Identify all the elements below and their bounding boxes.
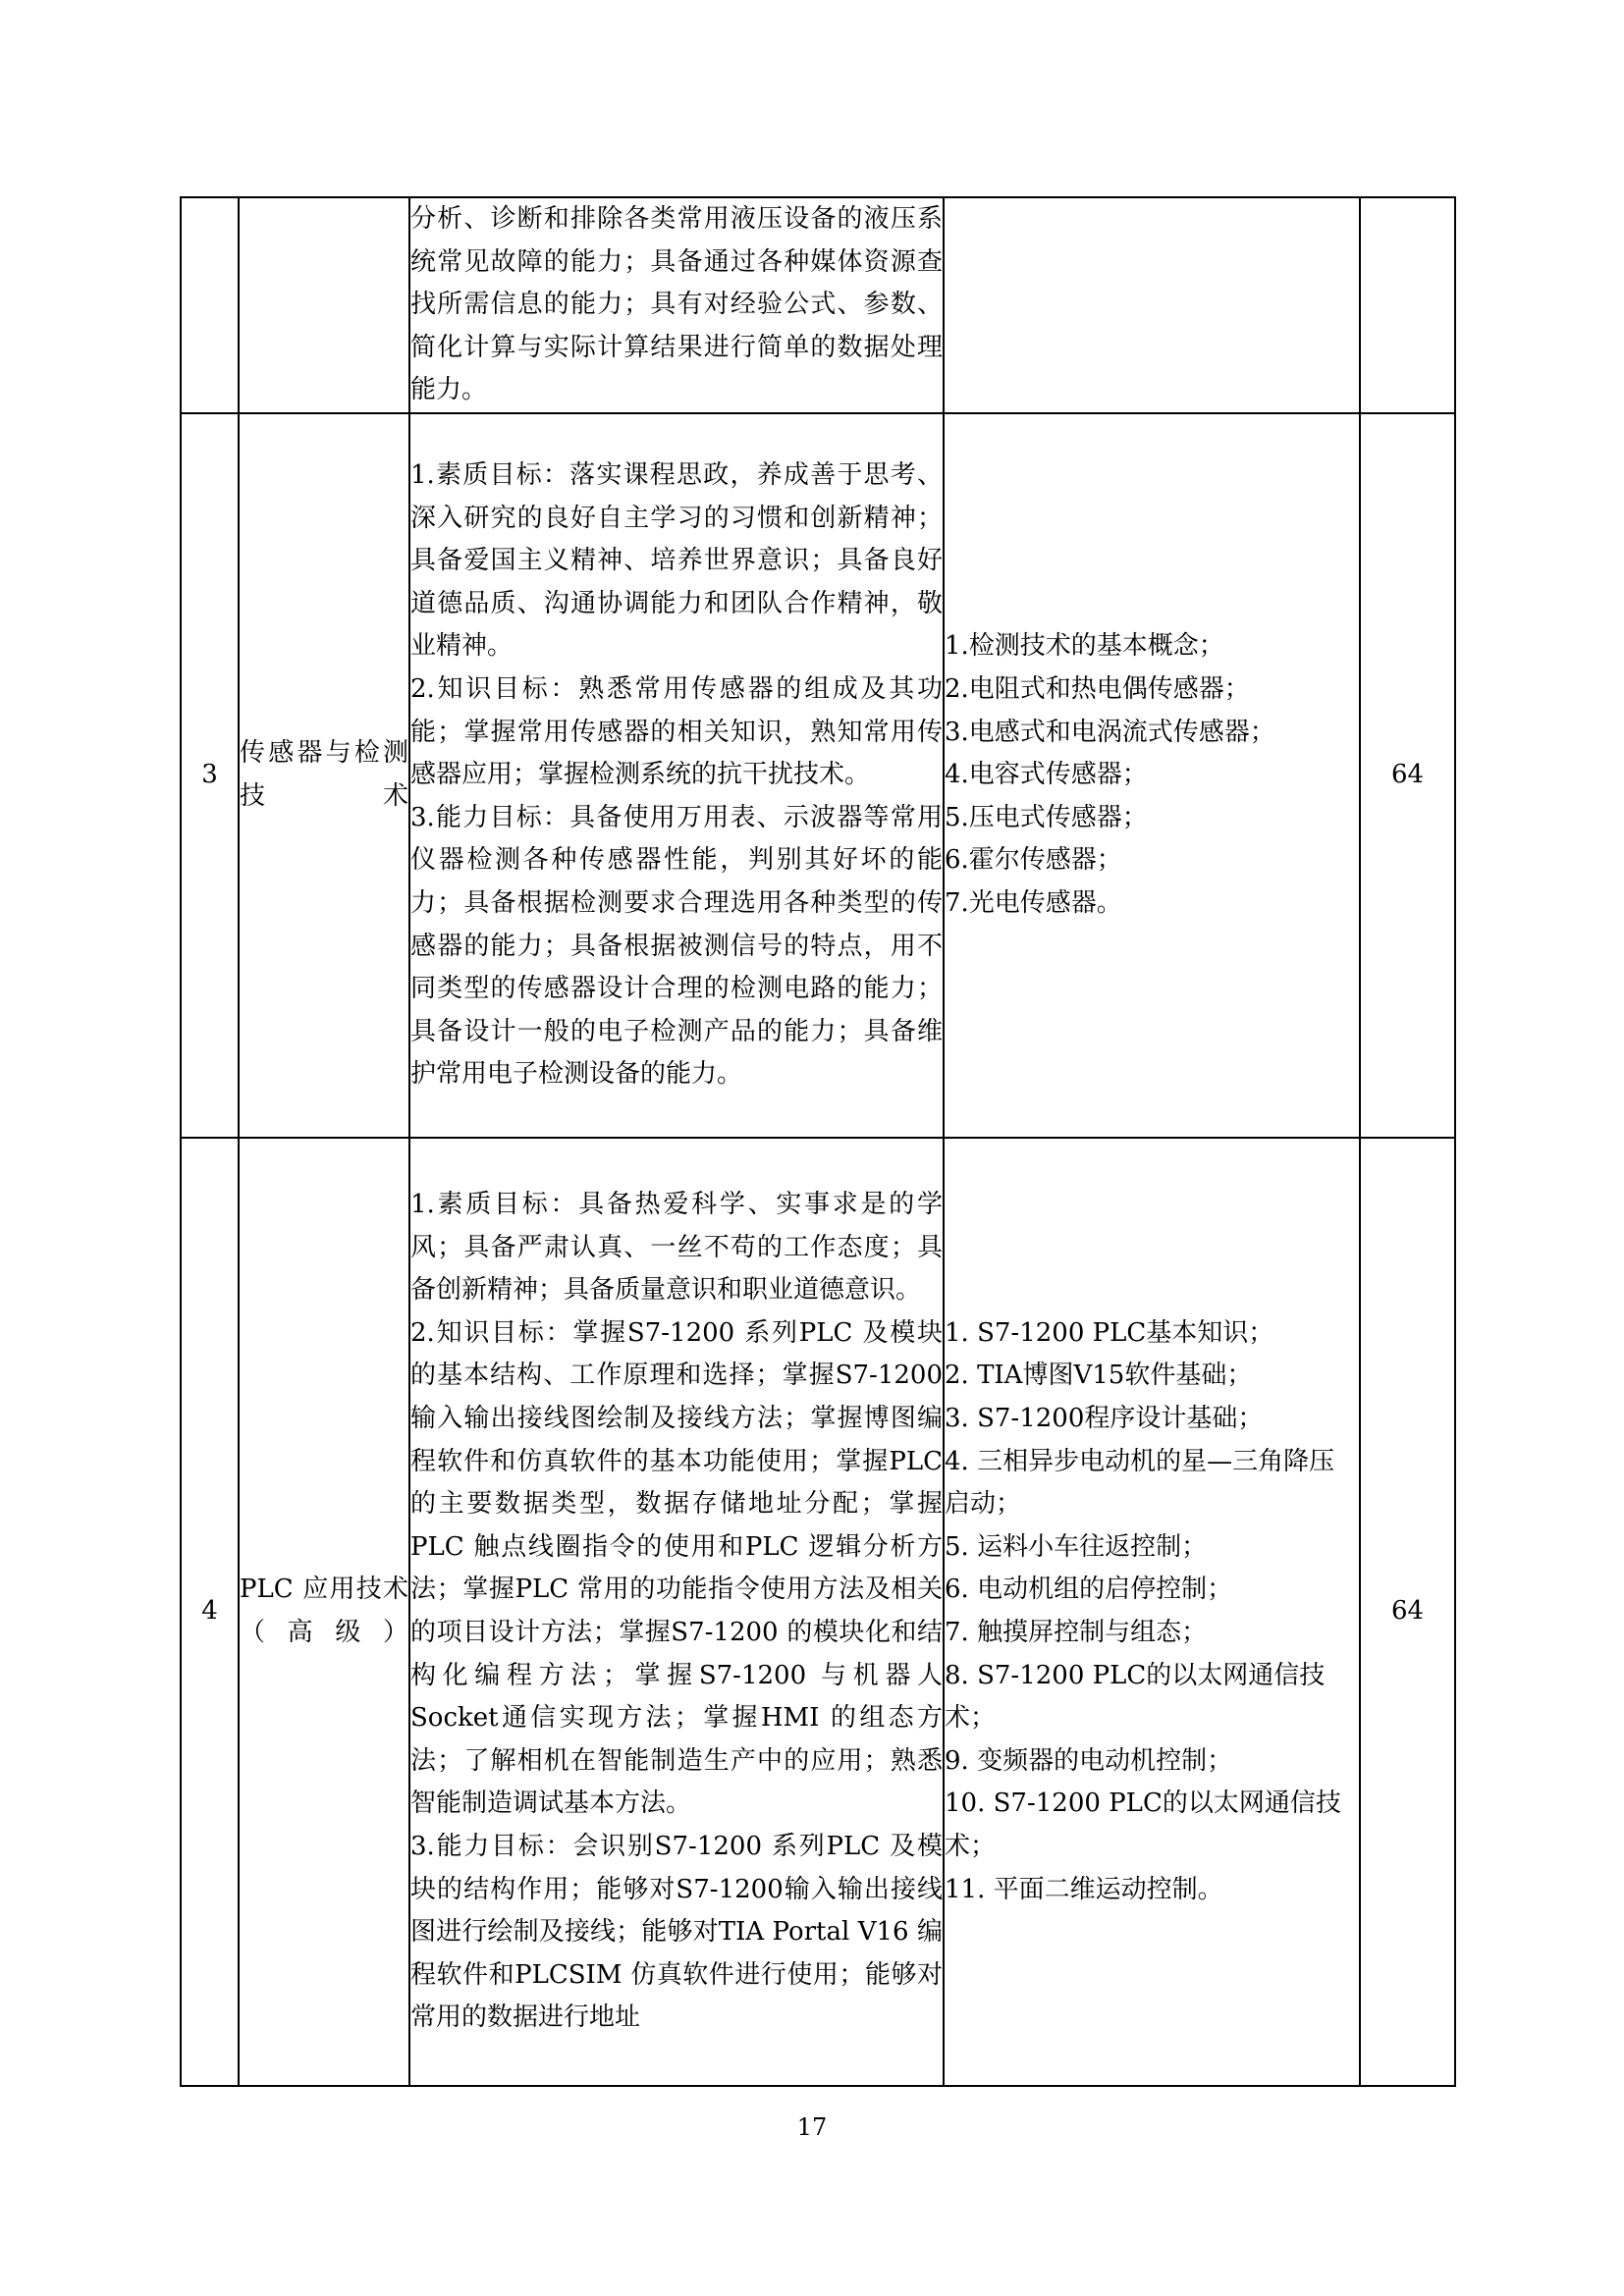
objective-paragraph: 分析、诊断和排除各类常用液压设备的液压系统常见故障的能力；具备通过各种媒体资源查找所需信息的能力；具有对经验公式、参数、简化计算与实际计算结果进行简单的数据处理能力。: [410, 204, 943, 405]
topic-item: 6. 电动机组的启停控制；: [945, 1575, 1233, 1605]
topic-item: 5.压电式传感器；: [945, 802, 1148, 832]
table-row: [181, 413, 1455, 1138]
row-number-cell: 4: [181, 1138, 239, 2086]
hours-cell: [1360, 197, 1455, 413]
topic-item: 5. 运料小车往返控制；: [945, 1531, 1208, 1562]
objective-ability: 3.能力目标：具备使用万用表、示波器等常用仪器检测各种传感器性能，判别其好坏的能力；具备根据检测要求合理选用各种类型的传感器的能力；具备根据被测信号的特点，用不同类型的传感器设计合理的检测电路的能力；具备设计一般的电子检测产品的能力；具备维护常用电子检测设备的能力。: [410, 802, 943, 1090]
objectives-cell: [409, 413, 944, 1138]
topic-item: 4. 三相异步电动机的星—三角降压启动；: [945, 1446, 1335, 1520]
page-number: 17: [796, 2113, 828, 2141]
topic-item: 3.电感式和电涡流式传感器；: [945, 717, 1275, 747]
topic-item: 4.电容式传感器；: [945, 760, 1148, 790]
topic-item: 7.光电传感器。: [945, 887, 1122, 918]
topic-item: 6.霍尔传感器；: [945, 845, 1122, 876]
topics-cell: [944, 413, 1360, 1138]
course-name-cell: 传感器与检测技术: [239, 413, 409, 1138]
topic-item: 2. TIA博图V15软件基础；: [945, 1361, 1253, 1391]
objective-ability: 3.能力目标：会识别S7-1200 系列PLC 及模块的结构作用；能够对S7-1200输入输出接线图进行绘制及接线；能够对TIA Portal V16 编程软件和PLCSIM 仿真软件进行使用；能够对常用的数据进行地址: [410, 1831, 943, 2033]
objective-knowledge: 2.知识目标：熟悉常用传感器的组成及其功能；掌握常用传感器的相关知识，熟知常用传感器应用；掌握检测系统的抗干扰技术。: [410, 673, 943, 790]
topic-item: 10. S7-1200 PLC的以太网通信技术；: [945, 1789, 1341, 1861]
objective-quality: 1.素质目标：落实课程思政，养成善于思考、深入研究的良好自主学习的习惯和创新精神；具备爱国主义精神、培养世界意识；具备良好道德品质、沟通协调能力和团队合作精神，敬业精神。: [410, 460, 943, 662]
topic-item: 3. S7-1200程序设计基础；: [945, 1404, 1264, 1433]
course-table: [180, 196, 1456, 2087]
topic-item: 1. S7-1200 PLC基本知识；: [945, 1317, 1274, 1348]
topic-item: 11. 平面二维运动控制。: [945, 1874, 1223, 1904]
topic-item: 8. S7-1200 PLC的以太网通信技术；: [945, 1660, 1326, 1734]
hours-cell: 64: [1360, 413, 1455, 1138]
row-number-cell: 3: [181, 413, 239, 1138]
course-name-cell: [239, 197, 409, 413]
topic-item: 7. 触摸屏控制与组态；: [945, 1617, 1208, 1647]
table-row: [181, 1138, 1455, 2086]
hours-cell: 64: [1360, 1138, 1455, 2086]
topic-item: 1.检测技术的基本概念；: [945, 631, 1224, 662]
topic-item: 9. 变频器的电动机控制；: [945, 1745, 1233, 1776]
topic-item: 2.电阻式和热电偶传感器；: [945, 673, 1250, 704]
objectives-cell: [409, 1138, 944, 2086]
topics-cell: [944, 1138, 1360, 2086]
course-name-cell: PLC 应用技术（高级）: [239, 1138, 409, 2086]
objectives-cell: [409, 197, 944, 413]
topics-cell: [944, 197, 1360, 413]
objective-knowledge: 2.知识目标：掌握S7-1200 系列PLC 及模块的基本结构、工作原理和选择；掌握S7-1200 输入输出接线图绘制及接线方法；掌握博图编程软件和仿真软件的基本功能使用；掌握PLC 的主要数据类型，数据存储地址分配；掌握PLC 触点线圈指令的使用和PLC 逻辑分析方法；掌握PLC 常用的功能指令使用方法及相关的项目设计方法；掌握S7-1200 的模块化和结构化编程方法；掌握S7-1200 与机器人Socket通信实现方法；掌握HMI 的组态方法；了解相机在智能制造生产中的应用；熟悉智能制造调试基本方法。: [410, 1317, 943, 1819]
objective-quality: 1.素质目标：具备热爱科学、实事求是的学风；具备严肃认真、一丝不苟的工作态度；具备创新精神；具备质量意识和职业道德意识。: [410, 1190, 943, 1306]
row-number-cell: [181, 197, 239, 413]
table-row: [181, 197, 1455, 413]
